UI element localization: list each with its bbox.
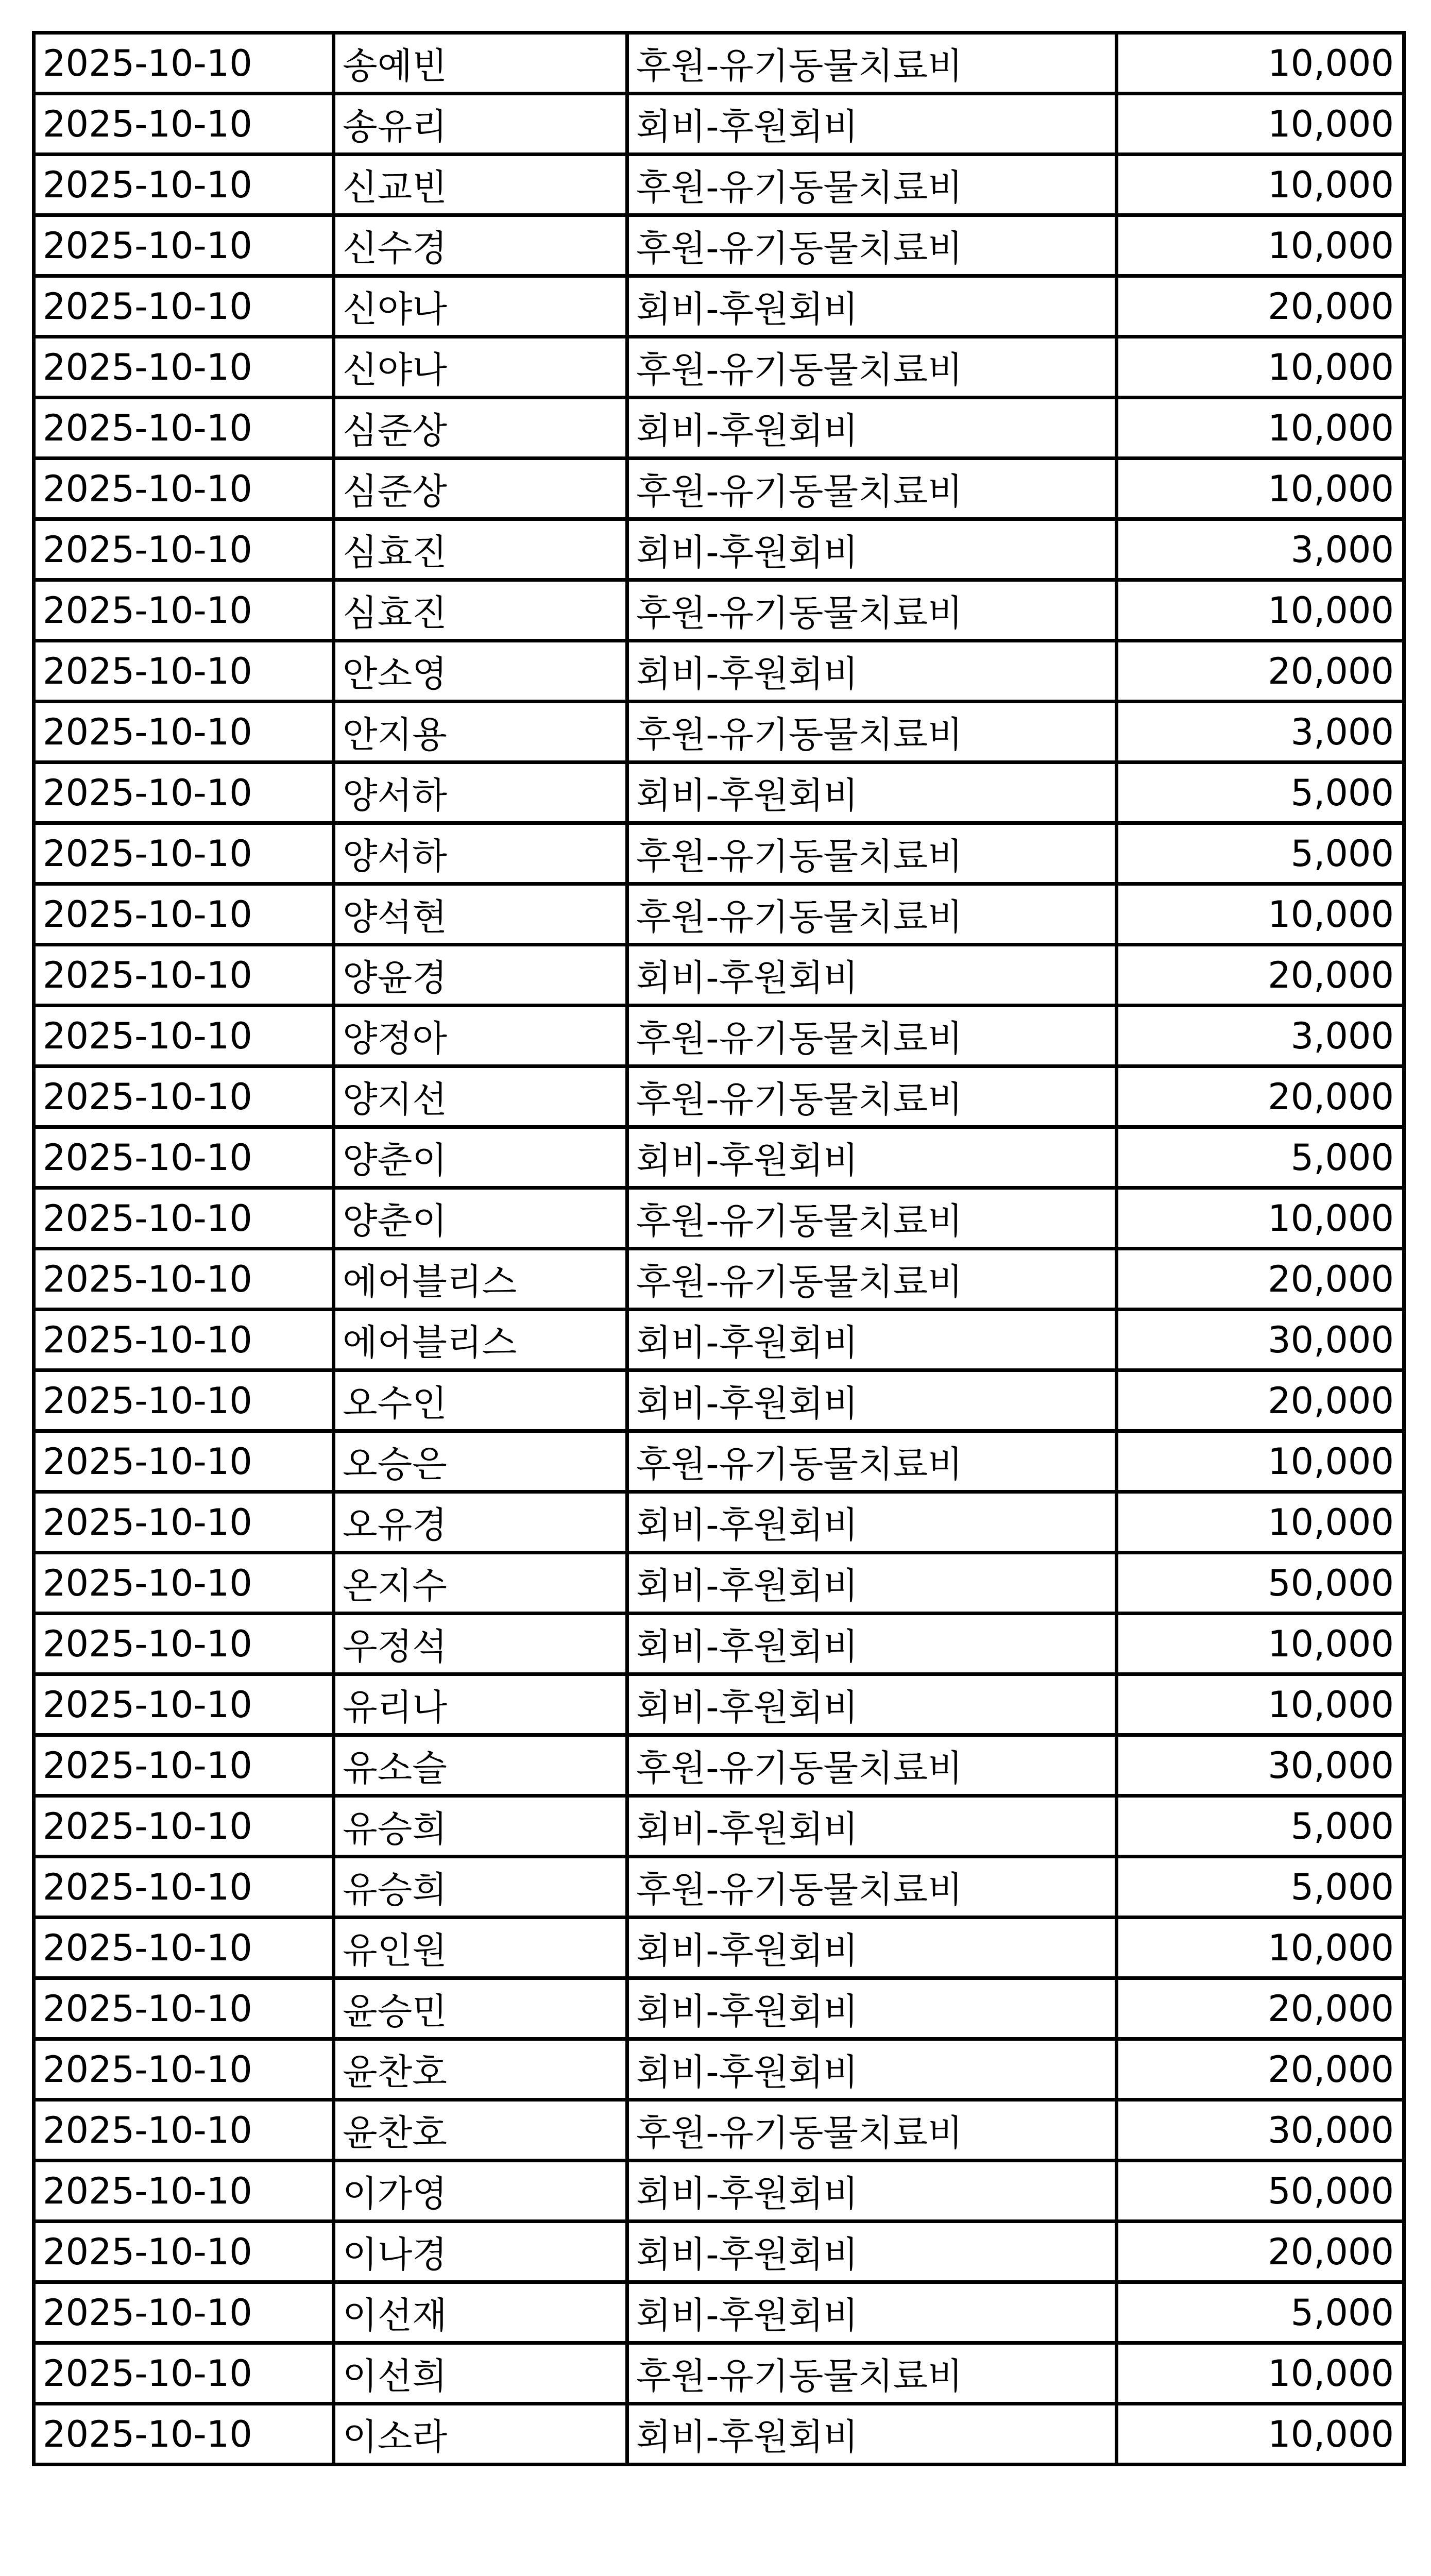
table-row: [34, 1674, 1404, 1735]
name-cell: 신수경: [334, 215, 627, 276]
category-cell: 회비-후원회비: [627, 2404, 1117, 2465]
name-cell: 신교빈: [334, 155, 627, 215]
donation-ledger: [32, 31, 1402, 2466]
category-cell: 회비-후원회비: [627, 276, 1117, 337]
table-row: [34, 884, 1404, 945]
amount-cell: 10,000: [1117, 94, 1404, 155]
date-cell: 2025-10-10: [34, 1614, 334, 1674]
amount-cell: 5,000: [1117, 1127, 1404, 1188]
amount-cell: 20,000: [1117, 1978, 1404, 2039]
category-cell: 후원-유기동물치료비: [627, 1006, 1117, 1066]
amount-cell: 10,000: [1117, 337, 1404, 398]
name-cell: 양윤경: [334, 945, 627, 1006]
category-cell: 회비-후원회비: [627, 2222, 1117, 2282]
name-cell: 에어블리스: [334, 1310, 627, 1370]
name-cell: 양지선: [334, 1066, 627, 1127]
name-cell: 윤승민: [334, 1978, 627, 2039]
table-row: [34, 1066, 1404, 1127]
table-row: [34, 1370, 1404, 1431]
table-row: [34, 1188, 1404, 1249]
date-cell: 2025-10-10: [34, 459, 334, 519]
date-cell: 2025-10-10: [34, 762, 334, 823]
table-row: [34, 2039, 1404, 2100]
name-cell: 오승은: [334, 1431, 627, 1492]
category-cell: 회비-후원회비: [627, 1553, 1117, 1614]
table-row: [34, 94, 1404, 155]
date-cell: 2025-10-10: [34, 2161, 334, 2222]
amount-cell: 10,000: [1117, 2343, 1404, 2404]
table-row: [34, 1796, 1404, 1857]
table-body: [34, 33, 1404, 2465]
amount-cell: 20,000: [1117, 945, 1404, 1006]
category-cell: 후원-유기동물치료비: [627, 2343, 1117, 2404]
table-row: [34, 2404, 1404, 2465]
table-row: [34, 1249, 1404, 1310]
name-cell: 신야나: [334, 276, 627, 337]
name-cell: 송예빈: [334, 33, 627, 94]
category-cell: 회비-후원회비: [627, 94, 1117, 155]
table-row: [34, 1614, 1404, 1674]
date-cell: 2025-10-10: [34, 1674, 334, 1735]
table-row: [34, 33, 1404, 94]
table-row: [34, 337, 1404, 398]
amount-cell: 10,000: [1117, 580, 1404, 641]
date-cell: 2025-10-10: [34, 1857, 334, 1918]
date-cell: 2025-10-10: [34, 580, 334, 641]
table-row: [34, 276, 1404, 337]
date-cell: 2025-10-10: [34, 1249, 334, 1310]
name-cell: 이나경: [334, 2222, 627, 2282]
category-cell: 후원-유기동물치료비: [627, 2100, 1117, 2161]
amount-cell: 5,000: [1117, 1857, 1404, 1918]
amount-cell: 20,000: [1117, 2222, 1404, 2282]
date-cell: 2025-10-10: [34, 33, 334, 94]
name-cell: 오유경: [334, 1492, 627, 1553]
amount-cell: 10,000: [1117, 33, 1404, 94]
date-cell: 2025-10-10: [34, 641, 334, 702]
date-cell: 2025-10-10: [34, 1370, 334, 1431]
table-row: [34, 1857, 1404, 1918]
date-cell: 2025-10-10: [34, 276, 334, 337]
amount-cell: 10,000: [1117, 215, 1404, 276]
date-cell: 2025-10-10: [34, 702, 334, 762]
table-row: [34, 580, 1404, 641]
date-cell: 2025-10-10: [34, 2039, 334, 2100]
name-cell: 이선희: [334, 2343, 627, 2404]
donation-table: [32, 31, 1406, 2466]
date-cell: 2025-10-10: [34, 337, 334, 398]
table-row: [34, 215, 1404, 276]
date-cell: 2025-10-10: [34, 945, 334, 1006]
name-cell: 심준상: [334, 459, 627, 519]
category-cell: 후원-유기동물치료비: [627, 702, 1117, 762]
date-cell: 2025-10-10: [34, 519, 334, 580]
amount-cell: 10,000: [1117, 1614, 1404, 1674]
category-cell: 후원-유기동물치료비: [627, 580, 1117, 641]
amount-cell: 10,000: [1117, 1674, 1404, 1735]
date-cell: 2025-10-10: [34, 1127, 334, 1188]
category-cell: 회비-후원회비: [627, 641, 1117, 702]
category-cell: 회비-후원회비: [627, 398, 1117, 459]
name-cell: 유리나: [334, 1674, 627, 1735]
amount-cell: 50,000: [1117, 2161, 1404, 2222]
amount-cell: 30,000: [1117, 1310, 1404, 1370]
date-cell: 2025-10-10: [34, 215, 334, 276]
category-cell: 회비-후원회비: [627, 1918, 1117, 1978]
date-cell: 2025-10-10: [34, 2100, 334, 2161]
table-row: [34, 519, 1404, 580]
table-row: [34, 1310, 1404, 1370]
category-cell: 회비-후원회비: [627, 1614, 1117, 1674]
amount-cell: 10,000: [1117, 459, 1404, 519]
category-cell: 회비-후원회비: [627, 1796, 1117, 1857]
amount-cell: 20,000: [1117, 276, 1404, 337]
category-cell: 회비-후원회비: [627, 1370, 1117, 1431]
amount-cell: 10,000: [1117, 884, 1404, 945]
amount-cell: 20,000: [1117, 1249, 1404, 1310]
amount-cell: 10,000: [1117, 1918, 1404, 1978]
category-cell: 후원-유기동물치료비: [627, 1735, 1117, 1796]
date-cell: 2025-10-10: [34, 398, 334, 459]
category-cell: 회비-후원회비: [627, 1978, 1117, 2039]
date-cell: 2025-10-10: [34, 1310, 334, 1370]
amount-cell: 30,000: [1117, 2100, 1404, 2161]
table-row: [34, 2161, 1404, 2222]
date-cell: 2025-10-10: [34, 2282, 334, 2343]
amount-cell: 3,000: [1117, 702, 1404, 762]
category-cell: 회비-후원회비: [627, 2039, 1117, 2100]
name-cell: 이소라: [334, 2404, 627, 2465]
category-cell: 회비-후원회비: [627, 1127, 1117, 1188]
table-row: [34, 155, 1404, 215]
category-cell: 후원-유기동물치료비: [627, 1188, 1117, 1249]
category-cell: 회비-후원회비: [627, 762, 1117, 823]
name-cell: 유승희: [334, 1857, 627, 1918]
table-row: [34, 2222, 1404, 2282]
table-row: [34, 459, 1404, 519]
category-cell: 후원-유기동물치료비: [627, 155, 1117, 215]
category-cell: 후원-유기동물치료비: [627, 823, 1117, 884]
date-cell: 2025-10-10: [34, 2404, 334, 2465]
date-cell: 2025-10-10: [34, 2222, 334, 2282]
date-cell: 2025-10-10: [34, 1978, 334, 2039]
name-cell: 안지용: [334, 702, 627, 762]
table-row: [34, 2343, 1404, 2404]
table-row: [34, 762, 1404, 823]
table-row: [34, 641, 1404, 702]
amount-cell: 5,000: [1117, 823, 1404, 884]
name-cell: 오수인: [334, 1370, 627, 1431]
category-cell: 회비-후원회비: [627, 2282, 1117, 2343]
amount-cell: 10,000: [1117, 1188, 1404, 1249]
amount-cell: 10,000: [1117, 398, 1404, 459]
table-row: [34, 1918, 1404, 1978]
date-cell: 2025-10-10: [34, 1918, 334, 1978]
name-cell: 안소영: [334, 641, 627, 702]
name-cell: 윤찬호: [334, 2100, 627, 2161]
amount-cell: 20,000: [1117, 1066, 1404, 1127]
name-cell: 신야나: [334, 337, 627, 398]
table-row: [34, 1553, 1404, 1614]
date-cell: 2025-10-10: [34, 1492, 334, 1553]
date-cell: 2025-10-10: [34, 823, 334, 884]
amount-cell: 10,000: [1117, 2404, 1404, 2465]
category-cell: 후원-유기동물치료비: [627, 884, 1117, 945]
table-row: [34, 702, 1404, 762]
name-cell: 양정아: [334, 1006, 627, 1066]
date-cell: 2025-10-10: [34, 1796, 334, 1857]
date-cell: 2025-10-10: [34, 1188, 334, 1249]
category-cell: 후원-유기동물치료비: [627, 215, 1117, 276]
amount-cell: 5,000: [1117, 762, 1404, 823]
category-cell: 회비-후원회비: [627, 1674, 1117, 1735]
table-row: [34, 945, 1404, 1006]
table-row: [34, 2100, 1404, 2161]
name-cell: 송유리: [334, 94, 627, 155]
name-cell: 우정석: [334, 1614, 627, 1674]
amount-cell: 5,000: [1117, 1796, 1404, 1857]
date-cell: 2025-10-10: [34, 94, 334, 155]
table-row: [34, 1492, 1404, 1553]
category-cell: 후원-유기동물치료비: [627, 459, 1117, 519]
category-cell: 회비-후원회비: [627, 2161, 1117, 2222]
category-cell: 후원-유기동물치료비: [627, 33, 1117, 94]
table-row: [34, 1127, 1404, 1188]
amount-cell: 3,000: [1117, 519, 1404, 580]
category-cell: 후원-유기동물치료비: [627, 1857, 1117, 1918]
amount-cell: 30,000: [1117, 1735, 1404, 1796]
name-cell: 유인원: [334, 1918, 627, 1978]
amount-cell: 10,000: [1117, 1492, 1404, 1553]
name-cell: 에어블리스: [334, 1249, 627, 1310]
name-cell: 심효진: [334, 580, 627, 641]
name-cell: 양춘이: [334, 1188, 627, 1249]
amount-cell: 10,000: [1117, 1431, 1404, 1492]
name-cell: 온지수: [334, 1553, 627, 1614]
name-cell: 심효진: [334, 519, 627, 580]
date-cell: 2025-10-10: [34, 1066, 334, 1127]
category-cell: 회비-후원회비: [627, 945, 1117, 1006]
category-cell: 후원-유기동물치료비: [627, 337, 1117, 398]
table-row: [34, 1735, 1404, 1796]
date-cell: 2025-10-10: [34, 155, 334, 215]
name-cell: 윤찬호: [334, 2039, 627, 2100]
name-cell: 이가영: [334, 2161, 627, 2222]
table-row: [34, 823, 1404, 884]
table-row: [34, 2282, 1404, 2343]
category-cell: 후원-유기동물치료비: [627, 1249, 1117, 1310]
category-cell: 회비-후원회비: [627, 1310, 1117, 1370]
table-row: [34, 398, 1404, 459]
name-cell: 양서하: [334, 823, 627, 884]
amount-cell: 50,000: [1117, 1553, 1404, 1614]
date-cell: 2025-10-10: [34, 1735, 334, 1796]
name-cell: 심준상: [334, 398, 627, 459]
table-row: [34, 1006, 1404, 1066]
category-cell: 회비-후원회비: [627, 1492, 1117, 1553]
amount-cell: 20,000: [1117, 2039, 1404, 2100]
table-row: [34, 1978, 1404, 2039]
name-cell: 유소슬: [334, 1735, 627, 1796]
date-cell: 2025-10-10: [34, 1431, 334, 1492]
table-row: [34, 1431, 1404, 1492]
name-cell: 양석현: [334, 884, 627, 945]
date-cell: 2025-10-10: [34, 2343, 334, 2404]
name-cell: 이선재: [334, 2282, 627, 2343]
name-cell: 양서하: [334, 762, 627, 823]
date-cell: 2025-10-10: [34, 1006, 334, 1066]
category-cell: 후원-유기동물치료비: [627, 1066, 1117, 1127]
category-cell: 후원-유기동물치료비: [627, 1431, 1117, 1492]
amount-cell: 10,000: [1117, 155, 1404, 215]
name-cell: 양춘이: [334, 1127, 627, 1188]
amount-cell: 20,000: [1117, 641, 1404, 702]
amount-cell: 3,000: [1117, 1006, 1404, 1066]
amount-cell: 20,000: [1117, 1370, 1404, 1431]
name-cell: 유승희: [334, 1796, 627, 1857]
date-cell: 2025-10-10: [34, 1553, 334, 1614]
category-cell: 회비-후원회비: [627, 519, 1117, 580]
date-cell: 2025-10-10: [34, 884, 334, 945]
amount-cell: 5,000: [1117, 2282, 1404, 2343]
